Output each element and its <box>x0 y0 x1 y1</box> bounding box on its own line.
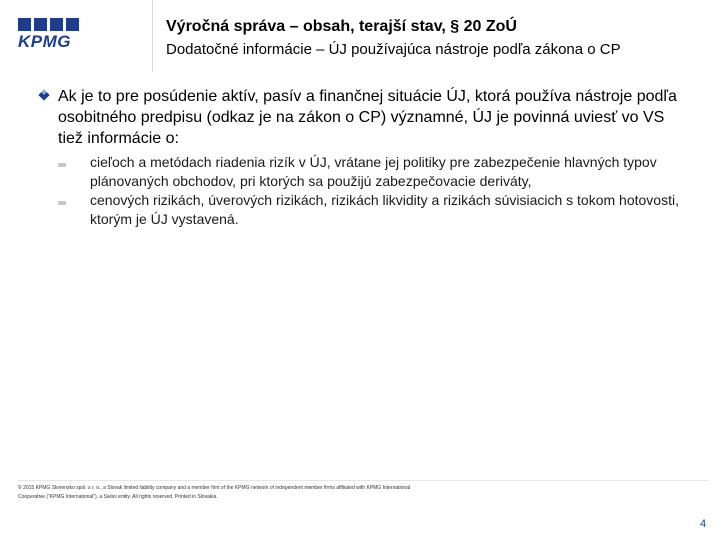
sub-bullet-list <box>38 153 688 229</box>
footer-copyright <box>18 484 618 502</box>
sub-bullet-text: cieľoch a metódach riadenia rizík v ÚJ, vrátane jej politiky pre zabezpečenie hlavných typov plánovaných obchodov, pri ktorých sa použijú zabezpečovacie deriváty, <box>90 154 657 189</box>
sub-bullet-item <box>58 191 688 229</box>
slide-subtitle: Dodatočné informácie – ÚJ používajúca nástroje podľa zákona o CP <box>166 41 621 58</box>
diamond-bullet-icon <box>38 89 49 100</box>
slide-title: Výročná správa – obsah, terajší stav, § 20 ZoÚ <box>166 18 517 35</box>
sub-bullet-text: cenových rizikách, úverových rizikách, rizikách likvidity a rizikách súvisiacich s tokom hotovosti, ktorým je ÚJ vystavená. <box>90 192 679 227</box>
footer-line: Cooperative (“KPMG International”), a Swiss entity. All rights reserved. Printed in Slovakia. <box>18 494 218 500</box>
kpmg-logo <box>18 18 82 64</box>
logo-box <box>66 18 79 31</box>
dash-bullet-icon <box>58 163 66 167</box>
logo-boxes <box>18 18 82 31</box>
header-divider <box>152 0 153 72</box>
footer-line: © 2015 KPMG Slovensko spol. s r. o., a Slovak limited liability company and a member firm of the KPMG network of independent member firms affiliated with KPMG International <box>18 485 411 491</box>
logo-wordmark: KPMG <box>18 32 71 51</box>
page-number: 4 <box>700 518 707 530</box>
sub-bullet-item <box>58 153 688 191</box>
main-bullet-item <box>38 86 688 149</box>
logo-box <box>50 18 63 31</box>
slide-content <box>38 86 688 229</box>
dash-bullet-icon <box>58 201 66 205</box>
logo-box <box>18 18 31 31</box>
footer-divider <box>18 480 708 481</box>
main-bullet-text: Ak je to pre posúdenie aktív, pasív a finančnej situácie ÚJ, ktorá používa nástroje podľa osobitného predpisu (odkaz je na zákon o CP) významné, ÚJ je povinná uviesť vo VS tiež informácie o: <box>58 88 677 147</box>
logo-box <box>34 18 47 31</box>
